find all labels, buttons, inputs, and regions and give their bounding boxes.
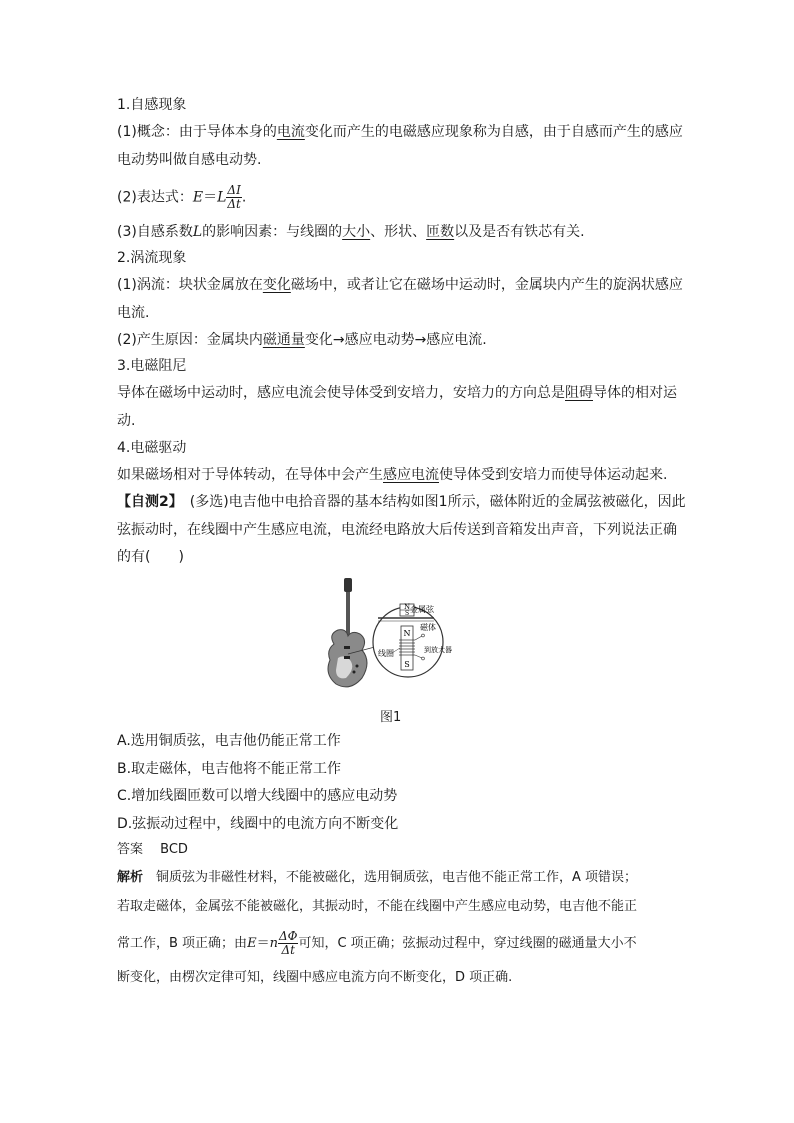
guitar-pickup-figure bbox=[322, 574, 452, 696]
string-label: 金属弦 bbox=[410, 605, 434, 614]
figure-caption: 图1 bbox=[380, 710, 402, 725]
fraction-dI-dt: $\frac{\Delta I}{\Delta t}$ bbox=[227, 183, 241, 211]
analysis-line-2: 若取走磁体，金属弦不能被磁化，其振动时，不能在线圈中产生感应电动势，电吉他不能正 bbox=[117, 899, 638, 914]
section-title-damping: 3.电磁阻尼 bbox=[117, 358, 187, 374]
question-line-3: 的有( ) bbox=[117, 549, 184, 565]
drive-line-1: 如果磁场相对于导体转动，在导体中会产生感应电流使导体受到安培力而使导体运动起来. bbox=[117, 467, 668, 483]
magnet-top-S-label: S bbox=[404, 610, 410, 617]
analysis-line-4: 断变化，由楞次定律可知，线圈中感应电流方向不断变化，D 项正确. bbox=[117, 970, 513, 985]
coil-label: 线圈 bbox=[378, 649, 394, 658]
magnet-S-label: S bbox=[404, 660, 410, 669]
option-c: C.增加线圈匝数可以增大线圈中的感应电动势 bbox=[117, 788, 398, 804]
concept-line-1: (1)概念：由于导体本身的电流变化而产生的电磁感应现象称为自感，由于自感而产生的感应 bbox=[117, 124, 683, 140]
section-title-eddy-current: 2.涡流现象 bbox=[117, 250, 187, 266]
eddy-line-2: 电流. bbox=[117, 305, 150, 321]
coefficient-line: (3)自感系数L的影响因素：与线圈的大小、形状、匝数以及是否有铁芯有关. bbox=[117, 224, 585, 240]
magnet-label: 磁体 bbox=[420, 623, 436, 632]
magnet-top-N-label: N bbox=[403, 603, 411, 611]
analysis-line-1: 解析 铜质弦为非磁性材料，不能被磁化，选用铜质弦，电吉他不能正常工作，A 项错误； bbox=[117, 870, 638, 885]
section-title-drive: 4.电磁驱动 bbox=[117, 440, 187, 456]
expression-line: (2)表达式：E＝L $\frac{\Delta I}{\Delta t}$ . bbox=[117, 183, 247, 211]
damping-line-1: 导体在磁场中运动时，感应电流会使导体受到安培力，安培力的方向总是阻碍导体的相对运 bbox=[117, 385, 677, 401]
magnet-N-label: N bbox=[403, 629, 411, 638]
eddy-cause-line: (2)产生原因：金属块内磁通量变化→感应电动势→感应电流. bbox=[117, 332, 487, 348]
answer-line: 答案 BCD bbox=[117, 842, 188, 857]
option-b: B.取走磁体，电吉他将不能正常工作 bbox=[117, 761, 342, 777]
fraction-dPhi-dt: $\frac{\Delta\Phi}{\Delta t}$ bbox=[278, 929, 298, 957]
concept-line-2: 电动势叫做自感电动势. bbox=[117, 152, 262, 168]
option-d: D.弦振动过程中，线圈中的电流方向不断变化 bbox=[117, 816, 399, 832]
damping-line-2: 动. bbox=[117, 413, 136, 429]
analysis-line-3: 常工作，B 项正确；由E＝n $\frac{\Delta\Phi}{\Delta t}$ 可知，C 项正确；弦振动过程中，穿过线圈的磁通量大小不 bbox=[117, 929, 637, 957]
eddy-line-1: (1)涡流：块状金属放在变化磁场中，或者让它在磁场中运动时，金属块内产生的旋涡状感应 bbox=[117, 277, 683, 293]
question-line-2: 弦振动时，在线圈中产生感应电流，电流经电路放大后传送到音箱发出声音，下列说法正确 bbox=[117, 522, 677, 538]
question-line-1: 【自测2】 (多选)电吉他中电拾音器的基本结构如图1所示，磁体附近的金属弦被磁化，因此 bbox=[117, 494, 686, 510]
amplifier-label: 到放大器 bbox=[424, 646, 452, 654]
pickup-detail bbox=[373, 603, 452, 677]
section-title-self-induction: 1.自感现象 bbox=[117, 97, 187, 113]
option-a: A.选用铜质弦，电吉他仍能正常工作 bbox=[117, 733, 341, 749]
